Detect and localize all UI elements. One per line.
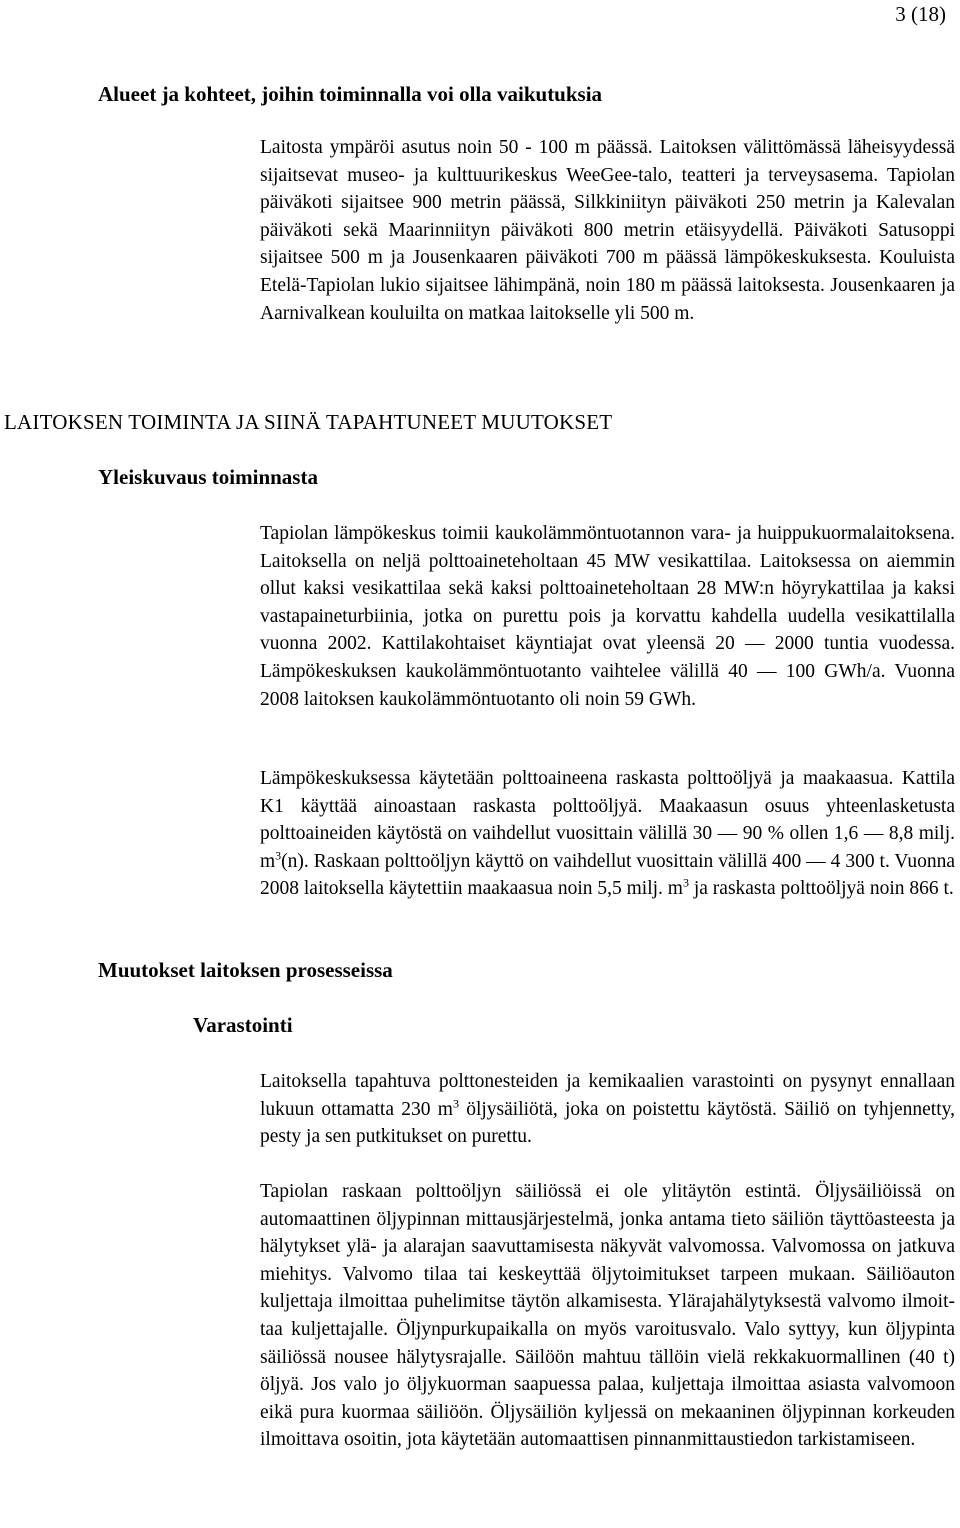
fuel-paragraph <box>260 765 955 903</box>
storage-paragraph <box>260 1068 955 1151</box>
page-number: 3 (18) <box>895 2 946 26</box>
storage-sup: 3 <box>452 1096 459 1111</box>
main-section-heading: LAITOKSEN TOIMINTA JA SIINÄ TAPAHTUNEET MUUTOKSET <box>4 410 613 434</box>
fuel-sup-2: 3 <box>682 875 689 890</box>
process-changes-heading: Muutokset laitoksen prosesseissa <box>98 958 393 982</box>
storage-text-a: Laitoksella tapahtuva polttonesteiden ja kemikaalien varastointi on pysynyt ennallaan lukuun ottamatta 230 m <box>260 1071 955 1120</box>
areas-paragraph: Laitosta ympäröi asutus noin 50 - 100 m päässä. Laitoksen välittömässä läheisyydessä sijaitsevat museo- ja kulttuurikeskus WeeGee-talo, teatteri ja terveysasema. Tapiolan päiväkoti sijaitsee 900 metrin päässä, Silkkiniityn päiväkoti 250 metrin ja Kalevalan päiväkoti sekä Maarinniityn päiväkoti 800 metrin etäisyydellä. Päiväkoti Satusoppi sijaitsee 500 m ja Jousenkaaren päiväkoti 700 m päässä lämpökeskuksesta. Kouluista Etelä-Tapiolan lukio sijaitsee lähimpänä, noin 180 m päässä laitoksesta. Jousenkaaren ja Aarnivalkean kouluilta on matkaa laitokselle yli 500 m. <box>260 137 955 324</box>
fuel-text-c: ja raskasta polttoöljyä noin 866 t. <box>688 878 954 900</box>
tank-paragraph: Tapiolan raskaan polttoöljyn säiliössä ei ole ylitäytön estintä. Öljysäiliöissä on automaattinen öljypinnan mittausjärjestelmä, jonka antama tieto säiliön täyttöasteesta ja hälytykset ylä- ja alarajan saavuttamisesta näkyvät valvomossa. Valvomossa on jatkuva miehitys. Valvomo tilaa tai keskeyttää öljytoimitukset tarpeen mukaan. Säiliöauton kuljettaja ilmoittaa puhelimitse täytön alkamisesta. Ylärajahälytyksestä valvomo ilmoittaa kuljettajalle. Öljynpurkupaikalla on myös varoitusvalo. Valo syttyy, kun öljypinta säiliössä nousee hälytysrajalle. Säilöön mahtuu tällöin vielä rekkakuormallinen (40 t) öljyä. Jos valo jo öljykuorman saapuessa palaa, kuljettaja ilmoittaa asiasta valvomoon eikä pura kuormaa säiliöön. Öljysäiliön kyljessä on mekaaninen öljypinnan korkeuden ilmoittava osoitin, jota käytetään automaattisen pinnanmittaustiedon tarkistamiseen. <box>260 1181 955 1451</box>
storage-text-b: öljysäiliötä, joka on poistettu käytöstä. Säiliö on tyhjennetty, pesty ja sen putkitukset on purettu. <box>260 1098 955 1148</box>
fuel-text-b: (n). Raskaan polttoöljyn käyttö on vaihdellut vuosittain välillä 400 — 4 300 t. Vuonna 2008 laitoksella käytettiin maakaasua noin 5,5 milj. m <box>260 850 955 900</box>
storage-heading: Varastointi <box>193 1013 293 1037</box>
fuel-text-a: Lämpökeskuksessa käytetään polttoaineena raskasta polttoöljyä ja maakaasua. Kattila K1 käyttää ainoastaan raskasta polttoöljyä. Maakaasun osuus yhteenlasketusta polttoaineiden käytöstä on vaihdellut vuosittain välillä 30 — 90 % ollen 1,6 — 8,8 milj. m <box>260 768 955 872</box>
overview-paragraph: Tapiolan lämpökeskus toimii kaukolämmöntuotannon vara- ja huippukuormalaitoksena. Laitoksella on neljä polttoaineteholtaan 45 MW vesikattilaa. Laitoksessa on aiemmin ollut kaksi vesikattilaa sekä kaksi polttoaineteholtaan 28 MW:n höyrykattilaa ja kaksi vastapaineturbiinia, jotka on purettu pois ja korvattu kahdella uudella vesikattilalla vuonna 2002. Kattilakohtaiset käyntiajat ovat yleensä 20 — 2000 tuntia vuodessa. Lämpökeskuksen kaukolämmöntuotanto vaihtelee välillä 40 — 100 GWh/a. Vuonna 2008 laitoksen kaukolämmöntuotanto oli noin 59 GWh. <box>260 523 955 710</box>
overview-heading: Yleiskuvaus toiminnasta <box>98 465 318 489</box>
fuel-sup-1: 3 <box>275 848 282 863</box>
areas-heading: Alueet ja kohteet, joihin toiminnalla voi olla vaikutuksia <box>98 82 603 106</box>
